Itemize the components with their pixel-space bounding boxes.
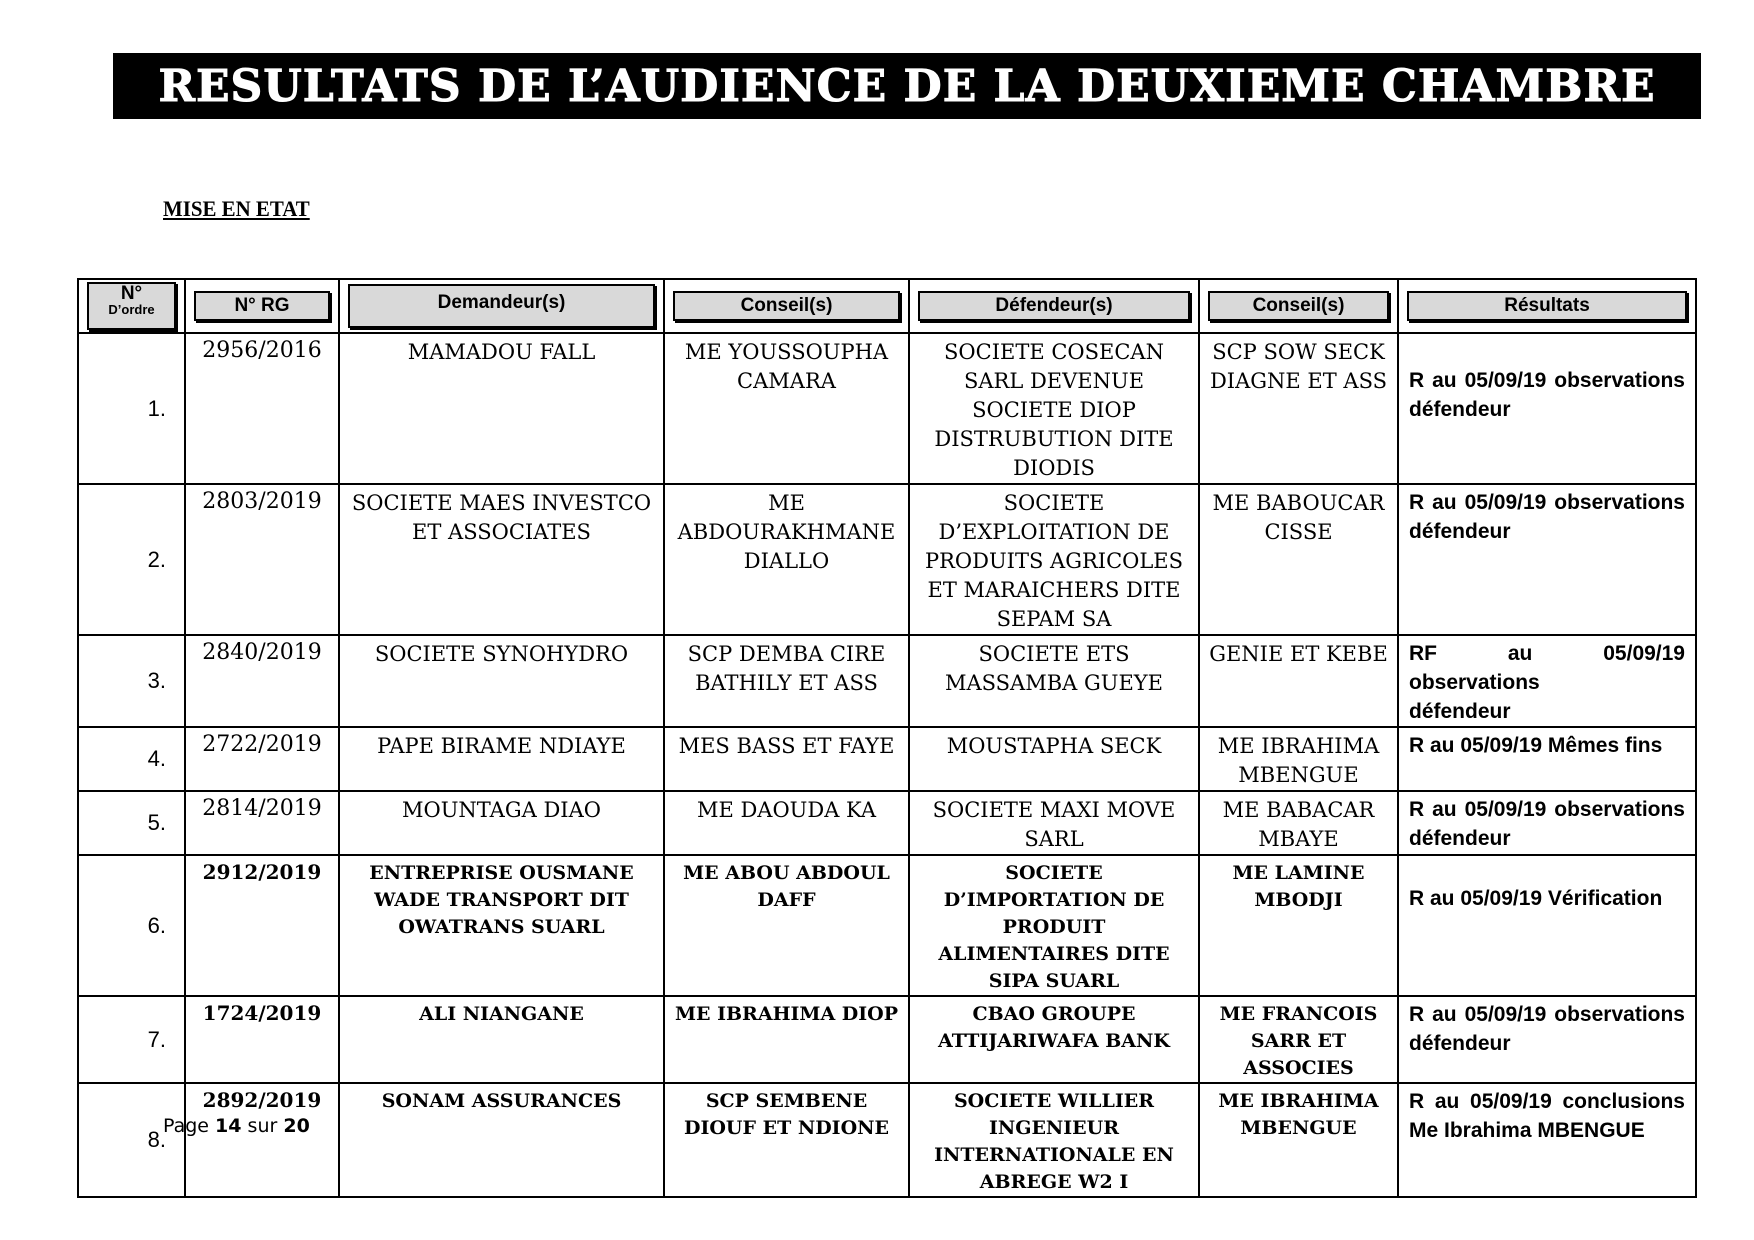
title-banner: [113, 53, 1701, 119]
header-conseil-defendeur: Conseil(s): [1199, 279, 1398, 333]
table-row: [78, 996, 1696, 1083]
row-resultat: R au 05/09/19 observations défendeur: [1398, 484, 1696, 635]
page-number: 14: [215, 1115, 242, 1137]
row-conseil-demandeur: ME DAOUDA KA: [664, 791, 909, 855]
row-demandeur: PAPE BIRAME NDIAYE: [339, 727, 664, 791]
page-sur: sur: [247, 1115, 278, 1137]
row-conseil-defendeur: SCP SOW SECK DIAGNE ET ASS: [1199, 333, 1398, 484]
row-defendeur: SOCIETE WILLIER INGENIEUR INTERNATIONALE EN ABREGE W2 I: [909, 1083, 1199, 1197]
row-number: 6.: [78, 855, 185, 996]
row-number: 3.: [78, 635, 185, 727]
page-title: RESULTATS DE L’AUDIENCE DE LA DEUXIEME CHAMBRE: [158, 60, 1656, 112]
row-resultat: R au 05/09/19 Vérification: [1398, 855, 1696, 996]
row-conseil-defendeur: ME IBRAHIMA MBENGUE: [1199, 1083, 1398, 1197]
table-row: [78, 635, 1696, 727]
row-demandeur: ALI NIANGANE: [339, 996, 664, 1083]
header-defendeur: Défendeur(s): [909, 279, 1199, 333]
header-ordre: N° D’ordre: [78, 279, 185, 333]
section-heading: MISE EN ETAT: [163, 196, 310, 221]
row-conseil-demandeur: MES BASS ET FAYE: [664, 727, 909, 791]
row-conseil-defendeur: ME IBRAHIMA MBENGUE: [1199, 727, 1398, 791]
row-rg: 2892/2019: [185, 1083, 339, 1197]
row-conseil-demandeur: ME ABDOURAKHMANE DIALLO: [664, 484, 909, 635]
row-number: 8.: [78, 1083, 185, 1197]
row-defendeur: SOCIETE ETS MASSAMBA GUEYE: [909, 635, 1199, 727]
row-demandeur: MAMADOU FALL: [339, 333, 664, 484]
row-conseil-defendeur: ME BABACAR MBAYE: [1199, 791, 1398, 855]
header-rg: N° RG: [185, 279, 339, 333]
row-defendeur: SOCIETE D’IMPORTATION DE PRODUIT ALIMENTAIRES DITE SIPA SUARL: [909, 855, 1199, 996]
page-footer: [163, 1115, 310, 1137]
table-header-row: [78, 279, 1696, 333]
row-defendeur: SOCIETE COSECAN SARL DEVENUE SOCIETE DIOP DISTRUBUTION DITE DIODIS: [909, 333, 1199, 484]
row-conseil-demandeur: SCP DEMBA CIRE BATHILY ET ASS: [664, 635, 909, 727]
row-resultat: R au 05/09/19 observations défendeur: [1398, 791, 1696, 855]
row-conseil-defendeur: GENIE ET KEBE: [1199, 635, 1398, 727]
table-row: [78, 484, 1696, 635]
row-conseil-defendeur: ME FRANCOIS SARR ET ASSOCIES: [1199, 996, 1398, 1083]
row-defendeur: SOCIETE D’EXPLOITATION DE PRODUITS AGRICOLES ET MARAICHERS DITE SEPAM SA: [909, 484, 1199, 635]
row-demandeur: SOCIETE MAES INVESTCO ET ASSOCIATES: [339, 484, 664, 635]
table-row: [78, 333, 1696, 484]
row-demandeur: SOCIETE SYNOHYDRO: [339, 635, 664, 727]
row-demandeur: SONAM ASSURANCES: [339, 1083, 664, 1197]
row-number: 7.: [78, 996, 185, 1083]
row-defendeur: CBAO GROUPE ATTIJARIWAFA BANK: [909, 996, 1199, 1083]
row-defendeur: SOCIETE MAXI MOVE SARL: [909, 791, 1199, 855]
page-total: 20: [283, 1115, 310, 1137]
row-rg: 2803/2019: [185, 484, 339, 635]
hearing-results-table: [77, 278, 1697, 1198]
row-resultat: R au 05/09/19 conclusions Me Ibrahima MBENGUE: [1398, 1083, 1696, 1197]
row-defendeur: MOUSTAPHA SECK: [909, 727, 1199, 791]
row-rg: 2956/2016: [185, 333, 339, 484]
row-rg: 2912/2019: [185, 855, 339, 996]
row-rg: 2722/2019: [185, 727, 339, 791]
row-resultat: R au 05/09/19 observations défendeur: [1398, 333, 1696, 484]
row-conseil-defendeur: ME LAMINE MBODJI: [1199, 855, 1398, 996]
row-rg: 1724/2019: [185, 996, 339, 1083]
row-conseil-defendeur: ME BABOUCAR CISSE: [1199, 484, 1398, 635]
header-conseil-demandeur: Conseil(s): [664, 279, 909, 333]
table-row: [78, 1083, 1696, 1197]
row-conseil-demandeur: ME IBRAHIMA DIOP: [664, 996, 909, 1083]
table-row: [78, 791, 1696, 855]
row-resultat: R au 05/09/19 observations défendeur: [1398, 996, 1696, 1083]
page-word: Page: [163, 1115, 209, 1137]
row-resultat: R au 05/09/19 Mêmes fins: [1398, 727, 1696, 791]
row-demandeur: ENTREPRISE OUSMANE WADE TRANSPORT DIT OWATRANS SUARL: [339, 855, 664, 996]
row-demandeur: MOUNTAGA DIAO: [339, 791, 664, 855]
row-conseil-demandeur: SCP SEMBENE DIOUF ET NDIONE: [664, 1083, 909, 1197]
row-number: 1.: [78, 333, 185, 484]
header-demandeur: Demandeur(s): [339, 279, 664, 333]
row-conseil-demandeur: ME YOUSSOUPHA CAMARA: [664, 333, 909, 484]
row-number: 2.: [78, 484, 185, 635]
row-conseil-demandeur: ME ABOU ABDOUL DAFF: [664, 855, 909, 996]
header-resultats: Résultats: [1398, 279, 1696, 333]
row-rg: 2840/2019: [185, 635, 339, 727]
table-row: [78, 727, 1696, 791]
row-rg: 2814/2019: [185, 791, 339, 855]
row-resultat: RF au 05/09/19 observations défendeur: [1398, 635, 1696, 727]
row-number: 4.: [78, 727, 185, 791]
row-number: 5.: [78, 791, 185, 855]
table-row: [78, 855, 1696, 996]
